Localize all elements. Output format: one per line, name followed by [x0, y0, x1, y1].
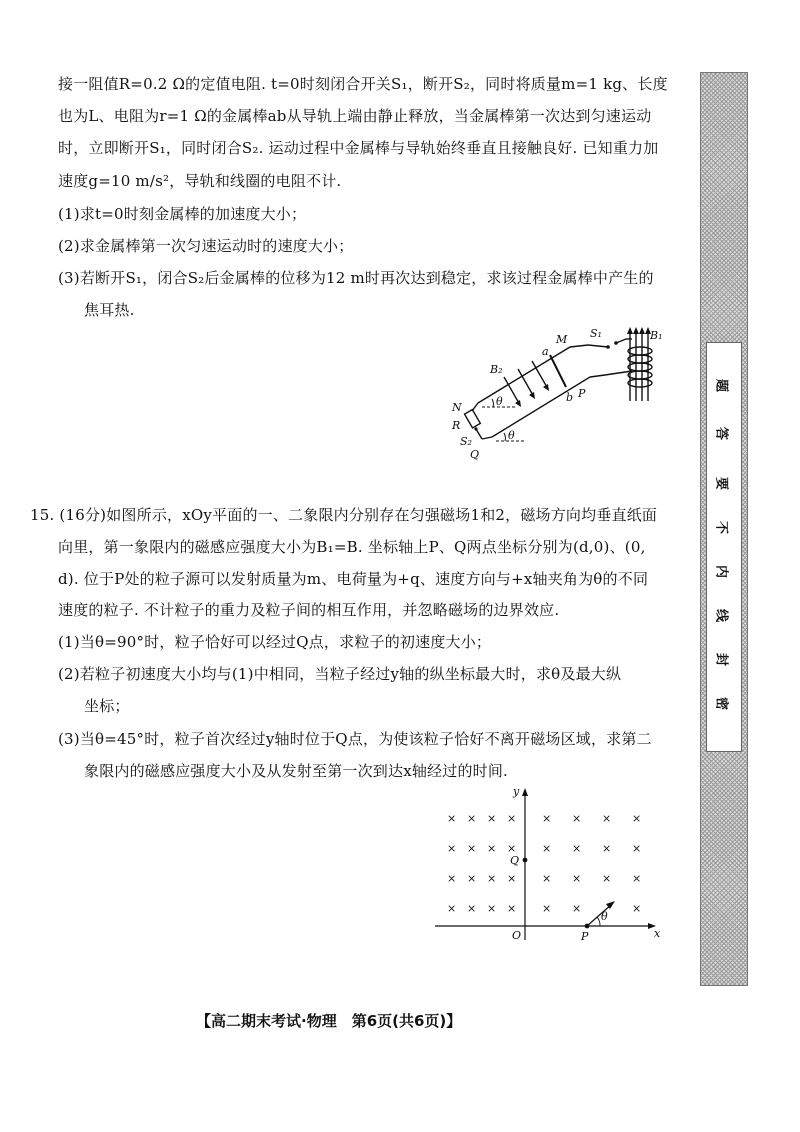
field-cross: ×	[507, 812, 517, 825]
field-cross: ×	[542, 872, 552, 885]
field-cross: ×	[487, 902, 497, 915]
q15-line-1: 15. (16分)如图所示，xOy平面的一、二象限内分别存在匀强磁场1和2，磁场方向均垂直纸面	[30, 506, 658, 524]
seal-char-5: 不	[713, 520, 729, 534]
q15-subq-2-cont: 坐标；	[84, 697, 130, 715]
field-cross: ×	[632, 812, 642, 825]
label-P: P	[578, 387, 586, 400]
field-cross: ×	[467, 812, 477, 825]
seal-char-1: 密	[713, 696, 729, 710]
q15-line-4: 速度的粒子. 不计粒子的重力及粒子间的相互作用，并忽略磁场的边界效应.	[58, 601, 560, 619]
field-cross: ×	[487, 842, 497, 855]
label-theta1: θ	[496, 395, 503, 408]
bar-ab	[550, 355, 566, 387]
label-S1: S₁	[590, 327, 602, 340]
field-cross: ×	[447, 812, 457, 825]
q15-figure	[430, 785, 665, 945]
page-footer: 【高二期末考试·物理 第6页(共6页)】	[196, 1012, 462, 1030]
seal-box	[706, 342, 742, 752]
field-cross: ×	[572, 872, 582, 885]
seal-char-2: 封	[713, 652, 729, 666]
q15-subq-3-cont: 象限内的磁感应强度大小及从发射至第一次到达x轴经过的时间.	[84, 762, 509, 780]
label-theta: θ	[601, 910, 608, 923]
resistor-R	[465, 410, 481, 428]
q15-subq-1: (1)当θ=90°时，粒子恰好可以经过Q点，求粒子的初速度大小；	[58, 633, 492, 651]
label-Q: Q	[470, 448, 480, 461]
q14-subq-1: (1)求t=0时刻金属棒的加速度大小；	[58, 205, 307, 223]
field-cross: ×	[602, 812, 612, 825]
label-O: O	[512, 929, 522, 942]
label-P: P	[581, 930, 589, 943]
q14-line-3: 时，立即断开S₁，同时闭合S₂. 运动过程中金属棒与导轨始终垂直且接触良好. 已知重力加	[58, 139, 659, 157]
field-cross: ×	[487, 872, 497, 885]
field-cross: ×	[572, 902, 582, 915]
field-cross: ×	[542, 812, 552, 825]
point-P	[585, 924, 590, 929]
q14-line-1: 接一阻值R=0.2 Ω的定值电阻. t=0时刻闭合开关S₁，断开S₂，同时将质量m=1 kg、长度	[58, 75, 668, 93]
point-Q	[523, 858, 528, 863]
q15-subq-2: (2)若粒子初速度大小均与(1)中相同，当粒子经过y轴的纵坐标最大时，求θ及最大纵	[58, 665, 622, 683]
field-cross: ×	[447, 842, 457, 855]
label-B1: B₁	[650, 329, 663, 342]
field-cross: ×	[572, 812, 582, 825]
q14-subq-3: (3)若断开S₁，闭合S₂后金属棒的位移为12 m时再次达到稳定，求该过程金属棒中产生的	[58, 269, 654, 287]
field-cross: ×	[467, 872, 477, 885]
q15-line-3: d). 位于P处的粒子源可以发射质量为m、电荷量为+q、速度方向与+x轴夹角为θ的不同	[58, 570, 649, 588]
field-cross: ×	[507, 872, 517, 885]
q15-subq-3: (3)当θ=45°时，粒子首次经过y轴时位于Q点，为使该粒子恰好不离开磁场区域，求第二	[58, 730, 652, 748]
field-cross: ×	[632, 842, 642, 855]
label-N: N	[452, 401, 462, 414]
seal-char-8: 题	[713, 378, 729, 392]
field-cross: ×	[542, 842, 552, 855]
field-cross: ×	[632, 902, 642, 915]
label-x: x	[654, 927, 661, 940]
field-cross: ×	[467, 902, 477, 915]
q14-line-2: 也为L、电阻为r=1 Ω的金属棒ab从导轨上端由静止释放，当金属棒第一次达到匀速运动	[58, 107, 652, 125]
field-cross: ×	[507, 842, 517, 855]
field-cross: ×	[447, 872, 457, 885]
label-M: M	[556, 333, 568, 346]
label-B2: B₂	[490, 363, 503, 376]
field-cross: ×	[507, 902, 517, 915]
seal-char-4: 内	[713, 564, 729, 578]
label-b: b	[566, 391, 574, 404]
field-cross: ×	[572, 842, 582, 855]
field-cross: ×	[447, 902, 457, 915]
q14-subq-2: (2)求金属棒第一次匀速运动时的速度大小；	[58, 237, 354, 255]
q14-figure	[440, 325, 680, 465]
field-cross: ×	[602, 872, 612, 885]
field-cross: ×	[602, 842, 612, 855]
seal-char-3: 线	[713, 608, 729, 622]
label-Q: Q	[510, 854, 520, 867]
field-cross: ×	[542, 902, 552, 915]
field-cross: ×	[487, 812, 497, 825]
seal-char-6: 要	[713, 476, 729, 490]
label-theta2: θ	[508, 429, 515, 442]
seal-char-7: 答	[713, 426, 729, 440]
label-y: y	[513, 785, 520, 798]
label-S2: S₂	[460, 435, 472, 448]
q14-subq-3-cont: 焦耳热.	[84, 301, 135, 319]
field-cross: ×	[467, 842, 477, 855]
q14-line-4: 速度g=10 m/s²，导轨和线圈的电阻不计.	[58, 172, 342, 190]
label-R: R	[452, 419, 461, 432]
q15-line-2: 向里，第一象限内的磁感应强度大小为B₁=B. 坐标轴上P、Q两点坐标分别为(d,0)、(0,	[58, 538, 646, 556]
label-a: a	[542, 345, 549, 358]
field-cross: ×	[632, 872, 642, 885]
